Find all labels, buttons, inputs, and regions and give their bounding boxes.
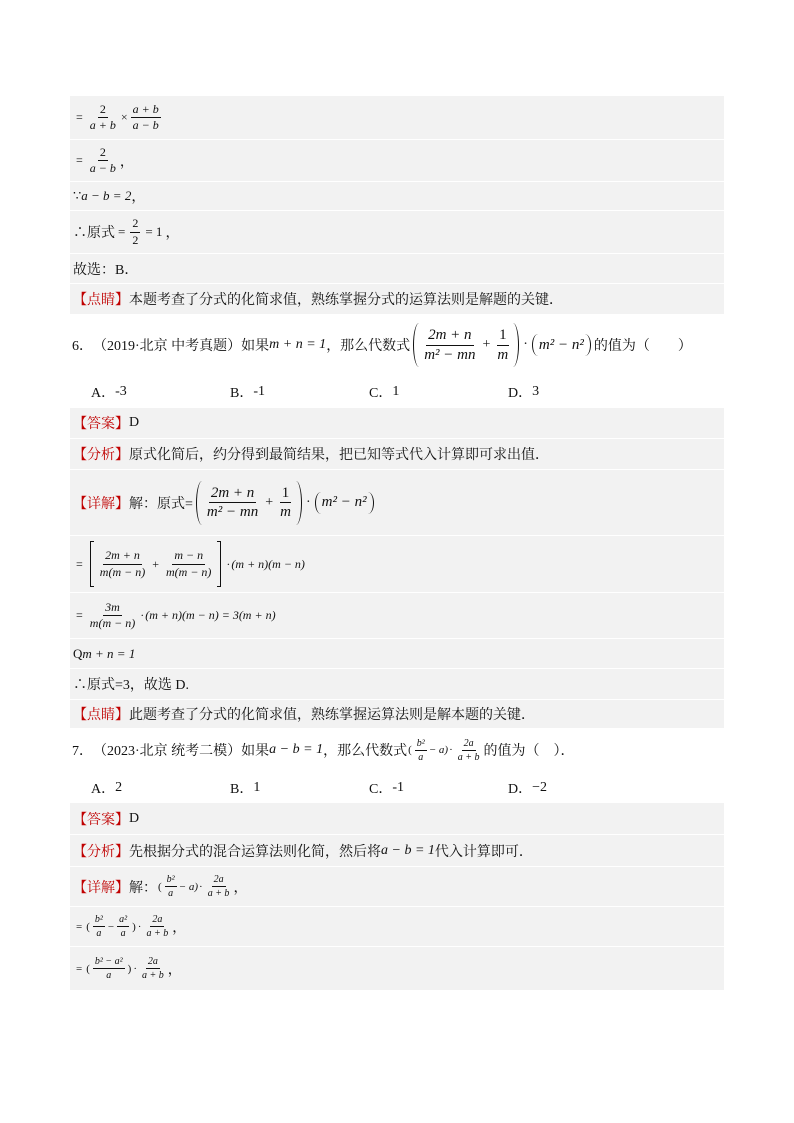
comma: ， [233, 880, 248, 896]
denominator: a + b [141, 970, 164, 981]
analysis-text: 先根据分式的混合运算法则化简，然后将 [129, 844, 381, 860]
denominator: a [106, 970, 112, 981]
option-a [91, 382, 230, 402]
denominator: a + b [89, 118, 116, 132]
fraction [131, 103, 161, 132]
option-c [369, 382, 508, 402]
product-expression: (m + n)(m − n) = 3(m + n) [145, 608, 276, 622]
fraction [165, 874, 177, 899]
numerator: 2a [213, 874, 224, 885]
fraction [93, 956, 125, 981]
comma: ， [119, 154, 134, 170]
condition-expression: m + n = 1 [269, 337, 327, 352]
dot-operator: · [449, 744, 453, 756]
denominator: a [168, 888, 174, 899]
numerator: 2m + n [103, 549, 142, 564]
option-d [508, 778, 647, 798]
right-paren [585, 334, 591, 356]
question-text: ，那么代数式 [326, 339, 411, 354]
denominator: m [497, 346, 509, 363]
option-b [230, 778, 369, 798]
detail-lead: 解： [129, 880, 157, 896]
option-b [230, 382, 369, 402]
dot-operator: · [226, 556, 231, 571]
fraction [415, 738, 427, 763]
solution-block-q6 [70, 408, 724, 728]
numerator: 2 [98, 146, 108, 161]
fraction [495, 327, 510, 363]
numerator: m − n [172, 549, 205, 564]
left-paren [532, 334, 538, 356]
option-value: -3 [115, 384, 127, 399]
numerator: 2a [463, 737, 474, 749]
comment-label: 【点睛】 [73, 293, 129, 308]
dot-operator: · [523, 337, 528, 352]
denominator: m [280, 504, 291, 520]
numerator: 1 [280, 485, 292, 504]
detail-line [70, 469, 724, 535]
right-paren [296, 481, 302, 525]
plus-sign: + [482, 337, 491, 352]
question-ask: 的值为（ ）． [483, 744, 575, 759]
dot-operator: · [137, 920, 142, 933]
denominator: a + b [457, 751, 480, 763]
numerator: a² [119, 914, 128, 925]
dot-operator: · [199, 880, 203, 893]
question-number: 7． [72, 744, 93, 759]
question-6-options [91, 380, 647, 404]
question-text: 如果 [241, 339, 270, 354]
question-7-options [91, 776, 647, 800]
solution-step [70, 253, 724, 283]
option-d [508, 382, 647, 402]
left-paren: ( [408, 744, 412, 756]
answer-label: 【答案】 [73, 417, 129, 432]
analysis-label: 【分析】 [73, 448, 129, 463]
equals-sign: = [76, 608, 83, 622]
denominator: a − b [89, 161, 116, 175]
answer-value: D [129, 810, 140, 826]
minus-sign: − [107, 920, 115, 933]
denominator: m(m − n) [165, 564, 212, 579]
solution-step [70, 181, 724, 210]
numerator: 2 [130, 217, 140, 232]
plus-sign: + [265, 494, 274, 510]
comma: ， [165, 226, 180, 241]
right-paren: ) [132, 920, 136, 933]
denominator: m² − mn [424, 346, 476, 363]
factor-expression: m² − n² [538, 336, 584, 353]
fraction [88, 601, 137, 630]
comment-text: 本题考查了分式的化简求值，熟练掌握分式的运算法则是解题的关键． [129, 293, 563, 308]
left-paren: ( [86, 920, 90, 933]
numerator: 2m + n [426, 327, 473, 346]
option-label: A． [91, 386, 116, 401]
question-source: （2023·北京 统考二模） [93, 744, 242, 759]
therefore-text: ∴原式 [73, 226, 115, 241]
fraction [98, 549, 147, 578]
comment-line [70, 699, 724, 728]
fraction [140, 956, 166, 981]
option-value: 2 [115, 780, 123, 795]
denominator: a + b [207, 888, 230, 899]
question-7 [72, 735, 575, 765]
fraction [130, 217, 140, 246]
equals-sign: = [118, 224, 126, 239]
equals-sign: = [76, 962, 83, 975]
equals-sign: = [76, 556, 83, 571]
numerator: 2m + n [209, 485, 256, 504]
option-label: C． [369, 386, 393, 401]
detail-line [70, 866, 724, 906]
left-paren [196, 481, 202, 525]
answer-line [70, 408, 724, 438]
comment-label: 【点睛】 [73, 708, 129, 723]
solution-step [70, 592, 724, 638]
solution-step [70, 210, 724, 253]
comma: ， [167, 962, 182, 978]
left-paren: ( [86, 962, 90, 975]
solution-step [70, 906, 724, 946]
numerator: b² − a² [94, 956, 123, 967]
left-paren [315, 492, 321, 514]
solution-step [70, 139, 724, 181]
question-source: （2019·北京 中考真题） [93, 339, 242, 354]
option-label: D． [508, 782, 533, 797]
question-ask: 的值为（ ） [593, 339, 692, 354]
option-label: B． [230, 782, 254, 797]
math-expression: − a) [428, 744, 449, 756]
denominator: m² − mn [206, 504, 259, 520]
plus-sign: + [152, 556, 159, 571]
option-label: B． [230, 386, 254, 401]
choice-text: 故选：B． [73, 262, 139, 278]
fraction [456, 738, 482, 763]
denominator: m(m − n) [99, 564, 146, 579]
option-value: 1 [253, 780, 261, 795]
analysis-line [70, 834, 724, 866]
fraction [422, 327, 477, 363]
equals-sign: = [76, 153, 83, 167]
answer-value: D [129, 415, 140, 430]
numerator: 2a [152, 914, 163, 925]
option-value: -1 [392, 780, 405, 795]
answer-line [70, 803, 724, 834]
question-text: 如果 [241, 744, 270, 759]
fraction [93, 914, 105, 939]
numerator: 1 [497, 327, 509, 346]
result: = 1 [145, 224, 163, 239]
denominator: a − b [132, 118, 159, 132]
condition-expression: a − b = 1 [269, 742, 324, 757]
denominator: a [96, 928, 102, 939]
option-label: C． [369, 782, 393, 797]
option-label: A． [91, 782, 116, 797]
math-expression: a − b = 1 [381, 842, 435, 858]
option-a [91, 778, 230, 798]
left-paren [413, 323, 419, 367]
dot-operator: · [133, 962, 137, 975]
dot-operator: · [140, 608, 145, 622]
analysis-text: 原式化简后，约分得到最简结果，把已知等式代入计算即可求出值． [129, 448, 549, 463]
solution-block-q7 [70, 803, 724, 990]
question-6 [72, 322, 692, 368]
fraction [88, 103, 118, 132]
question-number: 6． [72, 339, 93, 354]
option-value: 1 [392, 384, 400, 399]
times-sign: × [120, 110, 128, 124]
comment-line [70, 283, 724, 314]
because-symbol: ∵ [73, 188, 82, 203]
right-paren [368, 492, 374, 514]
fraction [205, 485, 260, 521]
detail-label: 【详解】 [73, 496, 129, 512]
right-bracket [217, 541, 221, 587]
equals-sign: = [76, 920, 83, 933]
fraction [117, 914, 129, 939]
math-expression: a − b = 2 [81, 188, 132, 203]
solution-step [70, 638, 724, 668]
because-symbol: Q [73, 645, 83, 661]
comment-text: 此题考查了分式的化简求值，熟练掌握运算法则是解本题的关键． [129, 708, 535, 723]
numerator: a + b [131, 103, 161, 118]
numerator: b² [94, 914, 103, 925]
solution-step [70, 946, 724, 990]
numerator: b² [166, 874, 175, 885]
option-c [369, 778, 508, 798]
solution-step [70, 535, 724, 592]
option-value: 3 [532, 384, 540, 399]
solution-step [70, 668, 724, 699]
fraction [144, 914, 170, 939]
right-paren: ) [127, 962, 132, 975]
math-expression: m + n = 1 [82, 645, 136, 661]
denominator: a [418, 751, 424, 763]
numerator: 2a [147, 956, 158, 967]
question-text: ，那么代数式 [323, 744, 408, 759]
fraction [278, 485, 293, 521]
numerator: 2 [98, 103, 108, 118]
option-value: −2 [532, 780, 548, 795]
factor-expression: m² − n² [321, 494, 367, 510]
analysis-text: 代入计算即可． [434, 844, 533, 860]
right-paren [513, 323, 519, 367]
detail-lead: 解：原式= [129, 496, 193, 512]
denominator: a + b [146, 928, 169, 939]
left-paren: ( [158, 880, 162, 893]
denominator: 2 [132, 232, 139, 247]
equals-sign: = [76, 110, 83, 124]
comma: ， [131, 190, 146, 205]
option-label: D． [508, 386, 533, 401]
solution-step [70, 96, 724, 139]
comma: ， [172, 920, 187, 936]
answer-label: 【答案】 [73, 812, 129, 828]
detail-label: 【详解】 [73, 880, 129, 896]
denominator: m(m − n) [89, 616, 136, 630]
math-expression: − a) [178, 880, 199, 893]
numerator: 3m [103, 601, 122, 616]
solution-block-previous [70, 96, 724, 314]
fraction [206, 874, 232, 899]
analysis-line [70, 438, 724, 469]
product-expression: (m + n)(m − n) [231, 556, 305, 571]
fraction [88, 146, 118, 175]
conclusion-text: ∴原式=3，故选 D. [73, 678, 190, 693]
option-value: -1 [253, 384, 266, 399]
dot-operator: · [305, 494, 311, 510]
denominator: a [120, 928, 126, 939]
analysis-label: 【分析】 [73, 844, 129, 860]
fraction [164, 549, 213, 578]
numerator: b² [416, 737, 425, 749]
left-bracket [90, 541, 94, 587]
